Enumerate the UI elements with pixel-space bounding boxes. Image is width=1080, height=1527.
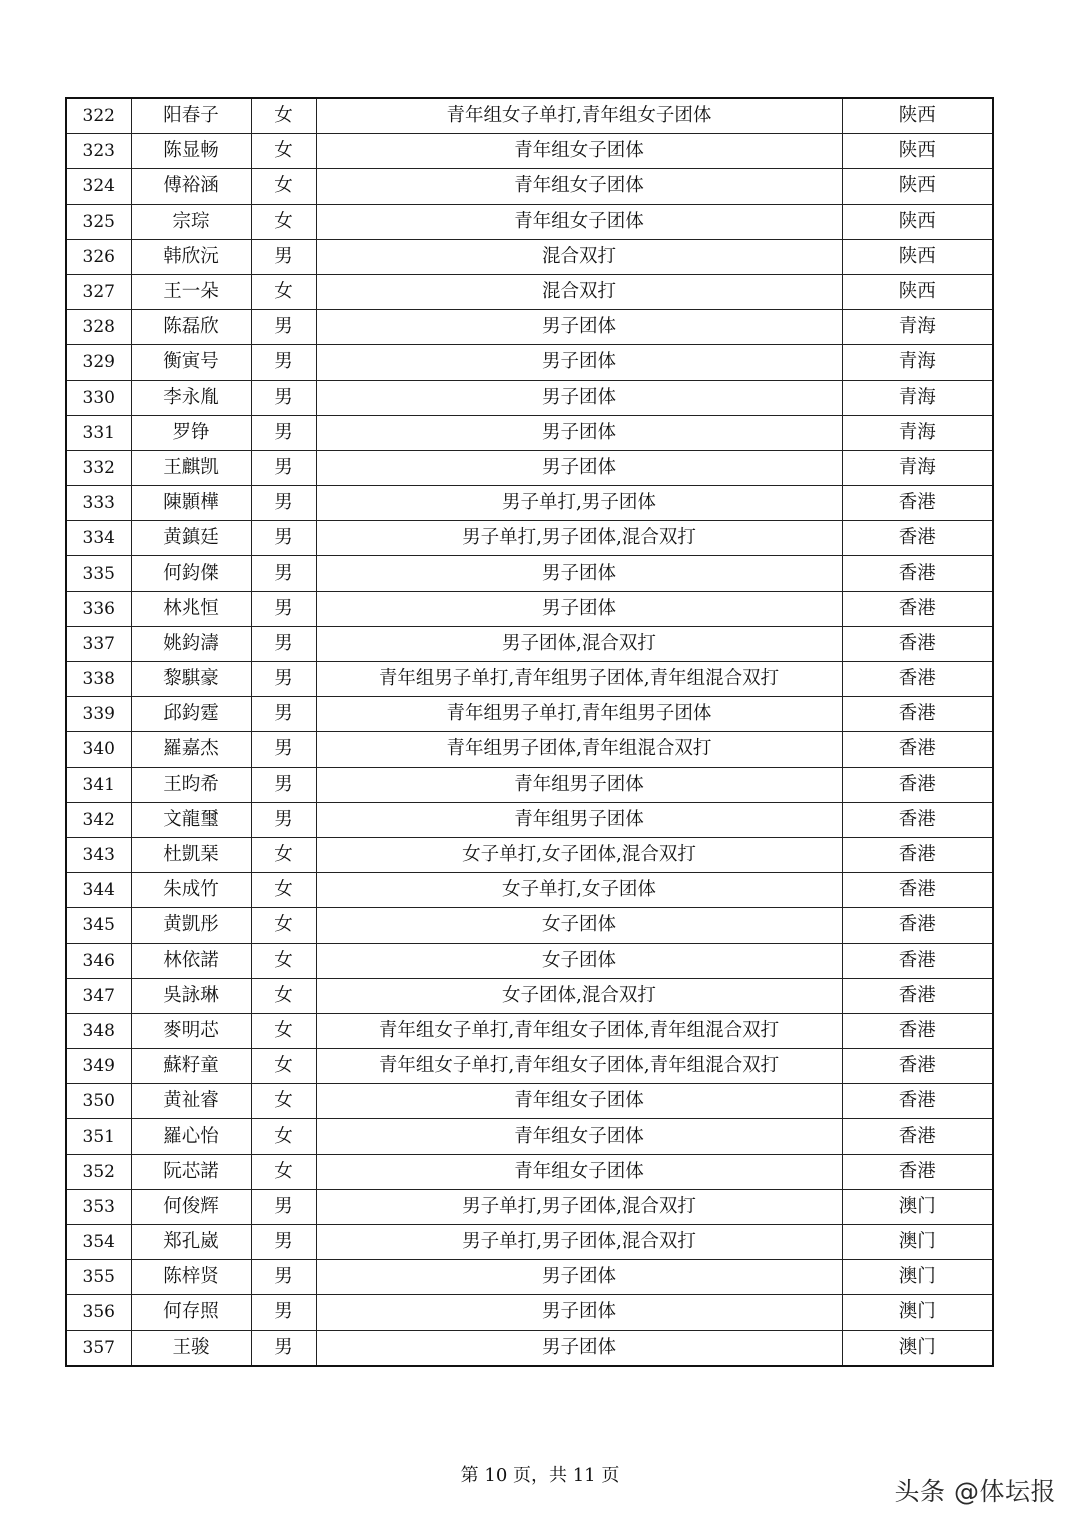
cell-number: 332 [66, 450, 131, 485]
cell-events: 青年组女子单打,青年组女子团体,青年组混合双打 [316, 1049, 842, 1084]
table-row [66, 1295, 993, 1330]
cell-athlete-name: 黄祉睿 [131, 1084, 251, 1119]
cell-events: 男子团体 [316, 1295, 842, 1330]
source-watermark: 头条 @体坛报 [894, 1477, 1056, 1506]
cell-events: 青年组女子团体 [316, 1119, 842, 1154]
cell-gender: 男 [251, 1189, 316, 1224]
cell-delegation: 香港 [842, 908, 993, 943]
cell-number: 334 [66, 521, 131, 556]
cell-athlete-name: 林兆恒 [131, 591, 251, 626]
table-row [66, 767, 993, 802]
table-row [66, 450, 993, 485]
athlete-roster-table [65, 97, 994, 1367]
cell-events: 混合双打 [316, 274, 842, 309]
cell-events: 青年组女子团体 [316, 169, 842, 204]
table-row [66, 1225, 993, 1260]
table-row [66, 1260, 993, 1295]
cell-athlete-name: 罗铮 [131, 415, 251, 450]
cell-number: 322 [66, 98, 131, 134]
cell-delegation: 香港 [842, 1084, 993, 1119]
cell-events: 青年组女子团体 [316, 134, 842, 169]
cell-events: 男子单打,男子团体 [316, 486, 842, 521]
cell-gender: 男 [251, 415, 316, 450]
cell-events: 男子团体,混合双打 [316, 626, 842, 661]
cell-gender: 男 [251, 380, 316, 415]
cell-gender: 女 [251, 978, 316, 1013]
cell-athlete-name: 傅裕涵 [131, 169, 251, 204]
cell-number: 333 [66, 486, 131, 521]
cell-athlete-name: 宗琮 [131, 204, 251, 239]
cell-events: 青年组男子团体,青年组混合双打 [316, 732, 842, 767]
cell-number: 355 [66, 1260, 131, 1295]
table-row [66, 134, 993, 169]
table-row [66, 908, 993, 943]
cell-number: 338 [66, 662, 131, 697]
cell-athlete-name: 韩欣沅 [131, 239, 251, 274]
cell-gender: 男 [251, 345, 316, 380]
cell-gender: 男 [251, 626, 316, 661]
cell-delegation: 陕西 [842, 169, 993, 204]
table-row [66, 626, 993, 661]
cell-gender: 男 [251, 1225, 316, 1260]
cell-athlete-name: 黄鎮廷 [131, 521, 251, 556]
cell-gender: 男 [251, 450, 316, 485]
cell-athlete-name: 李永胤 [131, 380, 251, 415]
cell-delegation: 香港 [842, 802, 993, 837]
cell-athlete-name: 王骏 [131, 1330, 251, 1366]
cell-athlete-name: 文龍璽 [131, 802, 251, 837]
cell-delegation: 香港 [842, 626, 993, 661]
cell-gender: 男 [251, 662, 316, 697]
cell-number: 353 [66, 1189, 131, 1224]
cell-events: 青年组女子团体 [316, 1084, 842, 1119]
table-row [66, 873, 993, 908]
cell-number: 346 [66, 943, 131, 978]
cell-athlete-name: 王一朵 [131, 274, 251, 309]
cell-athlete-name: 麥明芯 [131, 1013, 251, 1048]
cell-athlete-name: 王麒凯 [131, 450, 251, 485]
cell-number: 336 [66, 591, 131, 626]
cell-athlete-name: 羅嘉杰 [131, 732, 251, 767]
table-row [66, 1049, 993, 1084]
cell-events: 女子团体 [316, 908, 842, 943]
cell-gender: 女 [251, 1119, 316, 1154]
cell-gender: 男 [251, 697, 316, 732]
cell-number: 330 [66, 380, 131, 415]
cell-delegation: 香港 [842, 837, 993, 872]
table-row [66, 98, 993, 134]
cell-delegation: 香港 [842, 486, 993, 521]
cell-athlete-name: 何鈞傑 [131, 556, 251, 591]
cell-athlete-name: 阳春子 [131, 98, 251, 134]
cell-gender: 女 [251, 873, 316, 908]
cell-delegation: 青海 [842, 450, 993, 485]
cell-number: 350 [66, 1084, 131, 1119]
cell-number: 341 [66, 767, 131, 802]
cell-number: 337 [66, 626, 131, 661]
cell-number: 325 [66, 204, 131, 239]
cell-delegation: 香港 [842, 978, 993, 1013]
cell-number: 348 [66, 1013, 131, 1048]
table-row [66, 732, 993, 767]
cell-athlete-name: 黎騏豪 [131, 662, 251, 697]
cell-delegation: 香港 [842, 591, 993, 626]
cell-delegation: 澳门 [842, 1295, 993, 1330]
page-number: 第 10 页，共 11 页 [460, 1465, 620, 1486]
cell-athlete-name: 衡寅号 [131, 345, 251, 380]
cell-delegation: 澳门 [842, 1330, 993, 1366]
table-row [66, 1154, 993, 1189]
cell-athlete-name: 羅心怡 [131, 1119, 251, 1154]
cell-delegation: 香港 [842, 556, 993, 591]
cell-gender: 男 [251, 732, 316, 767]
roster-body [66, 98, 993, 1366]
cell-number: 327 [66, 274, 131, 309]
cell-athlete-name: 邱鈞霆 [131, 697, 251, 732]
cell-number: 342 [66, 802, 131, 837]
cell-athlete-name: 郑孔崴 [131, 1225, 251, 1260]
cell-events: 男子单打,男子团体,混合双打 [316, 1189, 842, 1224]
cell-athlete-name: 王昀希 [131, 767, 251, 802]
cell-events: 青年组女子单打,青年组女子团体 [316, 98, 842, 134]
cell-delegation: 陕西 [842, 134, 993, 169]
cell-gender: 男 [251, 591, 316, 626]
cell-events: 青年组女子团体 [316, 204, 842, 239]
cell-events: 女子单打,女子团体,混合双打 [316, 837, 842, 872]
cell-events: 男子团体 [316, 591, 842, 626]
cell-gender: 男 [251, 767, 316, 802]
cell-number: 329 [66, 345, 131, 380]
cell-events: 男子团体 [316, 556, 842, 591]
cell-events: 青年组男子单打,青年组男子团体,青年组混合双打 [316, 662, 842, 697]
cell-delegation: 陕西 [842, 274, 993, 309]
cell-events: 男子团体 [316, 380, 842, 415]
cell-athlete-name: 陈显畅 [131, 134, 251, 169]
cell-gender: 女 [251, 943, 316, 978]
cell-number: 328 [66, 310, 131, 345]
cell-gender: 女 [251, 837, 316, 872]
cell-athlete-name: 朱成竹 [131, 873, 251, 908]
cell-gender: 女 [251, 134, 316, 169]
cell-events: 男子团体 [316, 310, 842, 345]
cell-gender: 男 [251, 1330, 316, 1366]
table-row [66, 556, 993, 591]
table-row [66, 380, 993, 415]
cell-number: 343 [66, 837, 131, 872]
table-row [66, 274, 993, 309]
table-row [66, 204, 993, 239]
cell-delegation: 青海 [842, 310, 993, 345]
cell-athlete-name: 吳詠琳 [131, 978, 251, 1013]
cell-gender: 女 [251, 98, 316, 134]
cell-athlete-name: 蘇籽童 [131, 1049, 251, 1084]
table-row [66, 486, 993, 521]
cell-events: 男子单打,男子团体,混合双打 [316, 521, 842, 556]
cell-gender: 女 [251, 204, 316, 239]
cell-delegation: 陕西 [842, 204, 993, 239]
cell-events: 青年组女子团体 [316, 1154, 842, 1189]
table-row [66, 837, 993, 872]
cell-number: 323 [66, 134, 131, 169]
cell-events: 混合双打 [316, 239, 842, 274]
cell-gender: 男 [251, 1295, 316, 1330]
cell-delegation: 香港 [842, 662, 993, 697]
table-row [66, 239, 993, 274]
cell-delegation: 香港 [842, 521, 993, 556]
cell-athlete-name: 陳顥樺 [131, 486, 251, 521]
cell-athlete-name: 姚鈞濤 [131, 626, 251, 661]
cell-number: 324 [66, 169, 131, 204]
cell-athlete-name: 黄凱彤 [131, 908, 251, 943]
cell-events: 青年组男子团体 [316, 802, 842, 837]
cell-number: 335 [66, 556, 131, 591]
cell-number: 356 [66, 1295, 131, 1330]
cell-events: 男子团体 [316, 1260, 842, 1295]
cell-number: 340 [66, 732, 131, 767]
cell-delegation: 青海 [842, 380, 993, 415]
cell-delegation: 香港 [842, 943, 993, 978]
cell-events: 男子团体 [316, 1330, 842, 1366]
cell-events: 青年组男子团体 [316, 767, 842, 802]
cell-number: 357 [66, 1330, 131, 1366]
cell-delegation: 陕西 [842, 98, 993, 134]
cell-events: 男子团体 [316, 415, 842, 450]
table-row [66, 1013, 993, 1048]
cell-delegation: 青海 [842, 345, 993, 380]
cell-gender: 女 [251, 1084, 316, 1119]
cell-delegation: 香港 [842, 1049, 993, 1084]
cell-gender: 男 [251, 486, 316, 521]
table-row [66, 1119, 993, 1154]
cell-delegation: 青海 [842, 415, 993, 450]
cell-delegation: 陕西 [842, 239, 993, 274]
cell-number: 349 [66, 1049, 131, 1084]
table-row [66, 345, 993, 380]
cell-delegation: 澳门 [842, 1189, 993, 1224]
cell-athlete-name: 何俊辉 [131, 1189, 251, 1224]
cell-delegation: 澳门 [842, 1260, 993, 1295]
table-row [66, 521, 993, 556]
cell-gender: 男 [251, 1260, 316, 1295]
cell-number: 352 [66, 1154, 131, 1189]
cell-gender: 女 [251, 1049, 316, 1084]
cell-athlete-name: 杜凱琹 [131, 837, 251, 872]
cell-athlete-name: 陈磊欣 [131, 310, 251, 345]
table-row [66, 802, 993, 837]
cell-gender: 男 [251, 239, 316, 274]
cell-delegation: 香港 [842, 767, 993, 802]
cell-delegation: 香港 [842, 732, 993, 767]
cell-number: 344 [66, 873, 131, 908]
table-row [66, 591, 993, 626]
cell-delegation: 香港 [842, 697, 993, 732]
cell-delegation: 香港 [842, 1119, 993, 1154]
table-row [66, 662, 993, 697]
cell-events: 女子团体,混合双打 [316, 978, 842, 1013]
cell-events: 男子团体 [316, 345, 842, 380]
cell-athlete-name: 阮芯諾 [131, 1154, 251, 1189]
cell-gender: 男 [251, 310, 316, 345]
cell-gender: 男 [251, 556, 316, 591]
cell-number: 326 [66, 239, 131, 274]
cell-events: 女子团体 [316, 943, 842, 978]
table-row [66, 1330, 993, 1366]
cell-athlete-name: 林依諾 [131, 943, 251, 978]
cell-delegation: 香港 [842, 1013, 993, 1048]
cell-delegation: 澳门 [842, 1225, 993, 1260]
cell-gender: 女 [251, 169, 316, 204]
table-row [66, 978, 993, 1013]
cell-number: 331 [66, 415, 131, 450]
cell-number: 339 [66, 697, 131, 732]
cell-gender: 男 [251, 521, 316, 556]
cell-gender: 女 [251, 1154, 316, 1189]
cell-gender: 男 [251, 802, 316, 837]
table-row [66, 310, 993, 345]
cell-number: 351 [66, 1119, 131, 1154]
table-row [66, 943, 993, 978]
table-row [66, 415, 993, 450]
cell-athlete-name: 陈梓贤 [131, 1260, 251, 1295]
cell-events: 青年组女子单打,青年组女子团体,青年组混合双打 [316, 1013, 842, 1048]
cell-gender: 女 [251, 274, 316, 309]
cell-events: 男子单打,男子团体,混合双打 [316, 1225, 842, 1260]
cell-gender: 女 [251, 1013, 316, 1048]
table-row [66, 1084, 993, 1119]
cell-athlete-name: 何存照 [131, 1295, 251, 1330]
cell-events: 青年组男子单打,青年组男子团体 [316, 697, 842, 732]
cell-delegation: 香港 [842, 1154, 993, 1189]
cell-number: 345 [66, 908, 131, 943]
cell-number: 354 [66, 1225, 131, 1260]
table-row [66, 1189, 993, 1224]
table-row [66, 169, 993, 204]
cell-delegation: 香港 [842, 873, 993, 908]
cell-number: 347 [66, 978, 131, 1013]
cell-events: 男子团体 [316, 450, 842, 485]
cell-events: 女子单打,女子团体 [316, 873, 842, 908]
cell-gender: 女 [251, 908, 316, 943]
table-row [66, 697, 993, 732]
